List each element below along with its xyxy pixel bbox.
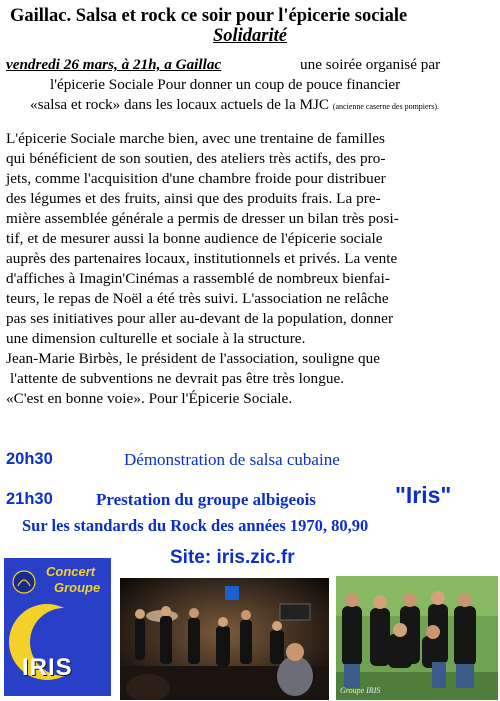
band-logo (4, 558, 111, 696)
body-line: jets, comme l'acquisition d'une chambre froide pour distribuer (6, 170, 386, 187)
body-line: pas ses initiatives pour aller au-devant de la population, donner (6, 310, 394, 327)
logo-line-1: Concert (46, 564, 96, 579)
body-line: L'épicerie Sociale marche bien, avec une trentaine de familles (6, 130, 386, 147)
body-line: Jean-Marie Birbès, le président de l'association, souligne que (6, 350, 381, 367)
intro-line-3-text: «salsa et rock» dans les locaux actuels de la MJC (30, 96, 330, 113)
intro-line-2: l'épicerie Sociale Pour donner un coup de pouce financier (50, 76, 401, 93)
program-event-2-detail: Sur les standards du Rock des années 1970, 80,90 (22, 516, 369, 535)
concert-photo-graphic (120, 578, 329, 700)
group-photo-graphic (336, 576, 498, 700)
article-title: Gaillac. Salsa et rock ce soir pour l'épicerie sociale (10, 6, 408, 26)
body-line: l'attente de subventions ne devrait pas être très longue. (10, 370, 345, 387)
body-line: teurs, le repas de Noël a été très suivi. L'association ne relâche (6, 290, 389, 307)
band-name: "Iris" (395, 482, 452, 508)
body-line: une dimension culturelle et sociale à la structure. (6, 330, 306, 347)
band-website[interactable]: Site: iris.zic.fr (170, 547, 295, 568)
program-event-1: Démonstration de salsa cubaine (124, 450, 340, 469)
concert-photo (120, 578, 329, 700)
program-time-1: 20h30 (6, 450, 53, 468)
body-line: auprès des partenaires locaux, institutionnels et privés. La vente (6, 250, 398, 267)
body-line: tif, et de mesurer aussi la bonne audience de l'épicerie sociale (6, 230, 383, 247)
article-subtitle: Solidarité (212, 26, 287, 46)
logo-line-2: Groupe (54, 580, 101, 595)
program-time-2: 21h30 (6, 490, 53, 508)
intro-line-1: une soirée organisé par (300, 56, 441, 73)
body-line: qui bénéficient de son soutien, des ateliers très actifs, des pro- (6, 150, 386, 167)
event-date: vendredi 26 mars, à 21h, a Gaillac (6, 56, 222, 73)
body-line: des légumes et des fruits, ainsi que des produits frais. La pre- (6, 190, 381, 207)
photo-caption: Groupe IRIS (340, 686, 381, 695)
logo-name: IRIS (22, 654, 73, 681)
intro-note: (ancienne caserne des pompiers). (332, 102, 439, 111)
body-line: «C'est en bonne voie». Pour l'Épicerie Sociale. (6, 390, 293, 407)
group-photo (336, 576, 498, 700)
intro-line-3 (30, 96, 439, 114)
body-line: d'affiches à Imagin'Cinémas a rassemblé de nombreux bienfai- (6, 270, 390, 287)
program-event-2: Prestation du groupe albigeois (96, 490, 316, 509)
body-line: mière assemblée générale a permis de dresser un bilan très posi- (6, 210, 399, 227)
